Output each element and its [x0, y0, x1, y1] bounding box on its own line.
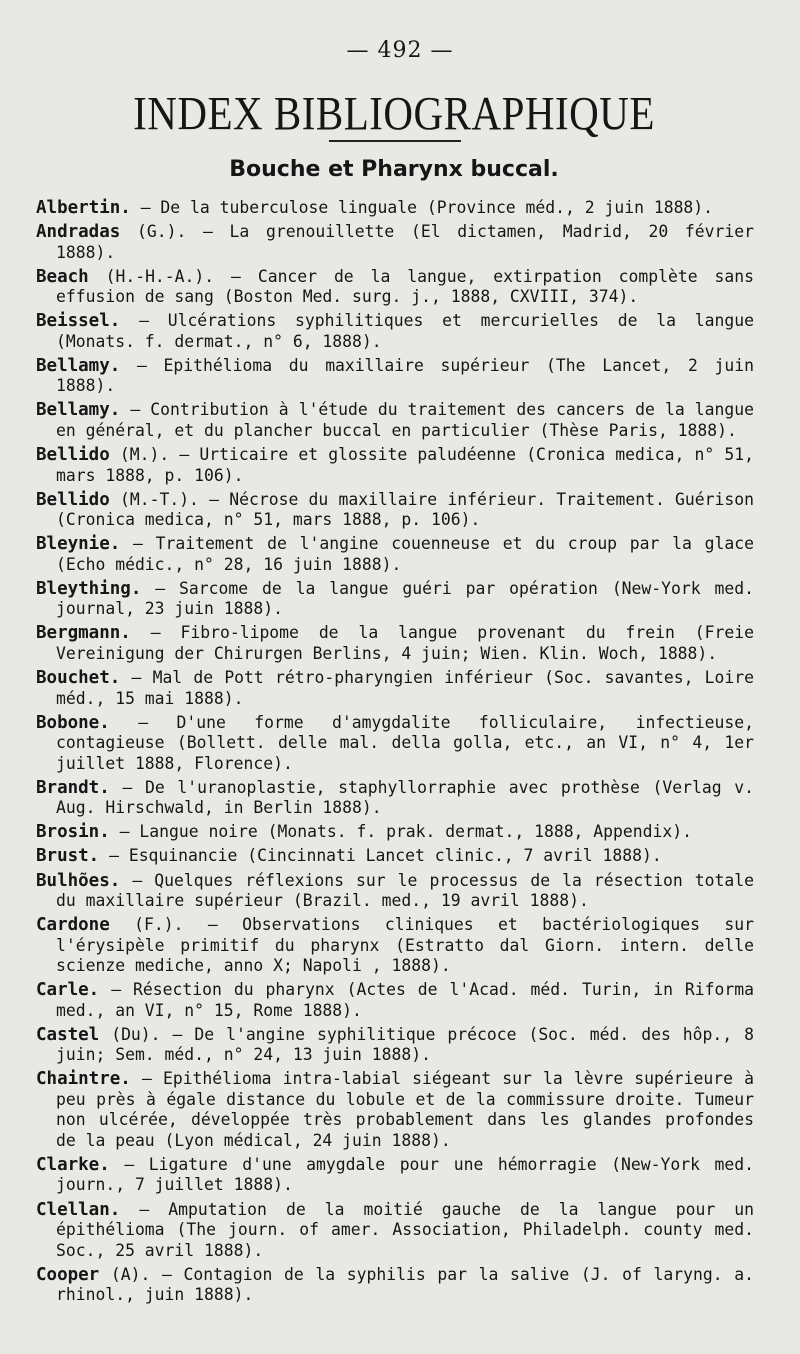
page-number: — 492 —: [346, 38, 454, 63]
bibliography-entry: [36, 778, 754, 819]
entry-text: (Du). — De l'angine syphilitique précoce (Soc. méd. des hôp., 8 juin; Sem. méd., n° 24, 13 juin 1888).: [56, 1024, 754, 1065]
bibliography-entry: [36, 915, 754, 977]
entry-text: — Ulcérations syphilitiques et mercurielles de la langue (Monats. f. dermat., n° 6, 1888).: [56, 311, 754, 351]
entry-text: (A). — Contagion de la syphilis par la salive (J. of laryng. a. rhinol., juin 1888).: [56, 1264, 754, 1305]
entry-text: — Langue noire (Monats. f. prak. dermat., 1888, Appendix).: [109, 822, 692, 842]
entry-text: (F.). — Observations cliniques et bactériologiques sur l'érysipèle primitif du pharynx (Estratto dal Giorn. intern. delle scienze mediche, anno X; Napoli , 1888).: [56, 915, 754, 976]
entry-author: Brandt.: [36, 777, 110, 798]
entry-author: Carle.: [36, 980, 100, 1001]
bibliography-entry: [36, 871, 754, 912]
entry-author: Cooper: [36, 1264, 100, 1285]
entry-author: Brust.: [36, 846, 100, 867]
entry-text: — Traitement de l'angine couenneuse et du croup par la glace (Echo médic., n° 28, 16 juin 1888).: [56, 534, 754, 574]
bibliography-entry: [36, 713, 754, 775]
bibliography-entry: [36, 356, 754, 397]
bibliography-entry: [36, 846, 754, 867]
entry-author: Bobone.: [36, 712, 110, 733]
page-title: INDEX BIBLIOGRAPHIQUE: [133, 87, 655, 141]
entry-author: Castel: [36, 1024, 100, 1045]
bibliography-entry: [36, 1265, 754, 1306]
entry-author: Clarke.: [36, 1154, 110, 1175]
entry-author: Bouchet.: [36, 668, 121, 689]
entry-text: — De la tuberculose linguale (Province méd., 2 juin 1888).: [130, 198, 714, 217]
entry-author: Bleything.: [36, 578, 142, 599]
entry-text: — Epithélioma intra-labial siégeant sur la lèvre supérieure à peu près à égale distance du lobule et de la commissure droite. Tumeur non ulcérée, développée très probablement dans les glandes profondes de la peau (Lyon médical, 24 juin 1888).: [56, 1069, 754, 1150]
entry-text: — Quelques réflexions sur le processus de la résection totale du maxillaire supérieur (Brazil. med., 19 avril 1888).: [56, 870, 754, 910]
bibliography-entry: [36, 267, 754, 308]
entry-text: — Epithélioma du maxillaire supérieur (The Lancet, 2 juin 1888).: [56, 355, 754, 396]
bibliography-entry: [36, 822, 754, 843]
entry-text: — Résection du pharynx (Actes de l'Acad. méd. Turin, in Riforma med., an VI, n° 15, Rome 1888).: [56, 980, 754, 1020]
entry-author: Clellan.: [36, 1199, 121, 1220]
entry-text: — Fibro-lipome de la langue provenant du frein (Freie Vereinigung der Chirurgen Berlins, 4 juin; Wien. Klin. Woch, 1888).: [56, 623, 754, 663]
title-divider: [329, 140, 461, 142]
bibliography-entry: [36, 1025, 754, 1066]
entry-text: — Amputation de la moitié gauche de la langue pour un épithélioma (The journ. of amer. Association, Philadelph. county med. Soc., 25 avril 1888).: [56, 1199, 754, 1260]
entry-author: Bellamy.: [36, 355, 121, 376]
entry-author: Bellamy.: [36, 400, 121, 421]
bibliography-entry: [36, 623, 754, 664]
entry-text: — Ligature d'une amygdale pour une hémorragie (New-York med. journ., 7 juillet 1888).: [56, 1154, 754, 1195]
bibliography-entry: [36, 222, 754, 263]
entry-author: Beissel.: [36, 311, 121, 332]
entry-text: (H.-H.-A.). — Cancer de la langue, extirpation complète sans effusion de sang (Boston Med. surg. j., 1888, CXVIII, 374).: [56, 266, 754, 307]
bibliography-entry: [36, 1155, 754, 1196]
entry-author: Beach: [36, 266, 89, 287]
entry-text: — De l'uranoplastie, staphyllorraphie avec prothèse (Verlag v. Aug. Hirschwald, in Berlin 1888).: [56, 777, 754, 818]
entry-text: — Mal de Pott rétro-pharyngien inférieur (Soc. savantes, Loire méd., 15 mai 1888).: [56, 668, 754, 708]
bibliography-entry: [36, 311, 754, 352]
bibliography-entry: [36, 198, 754, 219]
entry-author: Chaintre.: [36, 1069, 131, 1090]
entry-author: Bulhões.: [36, 870, 121, 891]
bibliography-entry: [36, 445, 754, 486]
entry-author: Cardone: [36, 915, 110, 936]
entry-author: Bleynie.: [36, 534, 121, 555]
bibliography-entry: [36, 980, 754, 1021]
entry-text: — Esquinancie (Cincinnati Lancet clinic., 7 avril 1888).: [99, 846, 662, 866]
bibliography-entry: [36, 400, 754, 441]
entry-text: (G.). — La grenouillette (El dictamen, Madrid, 20 février 1888).: [56, 222, 754, 262]
entry-author: Albertin.: [36, 198, 131, 218]
entry-text: — Contribution à l'étude du traitement des cancers de la langue en général, et du plancher buccal en particulier (Thèse Paris, 1888).: [56, 400, 754, 440]
bibliography-list: [36, 198, 754, 1309]
bibliography-entry: [36, 579, 754, 620]
entry-author: Bellido: [36, 445, 110, 466]
section-heading: Bouche et Pharynx buccal.: [229, 157, 559, 182]
bibliography-entry: [36, 1200, 754, 1262]
entry-text: (M.). — Urticaire et glossite paludéenne (Cronica medica, n° 51, mars 1888, p. 106).: [56, 445, 754, 485]
entry-author: Bergmann.: [36, 623, 131, 644]
entry-text: — D'une forme d'amygdalite folliculaire, infectieuse, contagieuse (Bollett. delle mal. della golla, etc., an VI, n° 4, 1er juillet 1888, Florence).: [56, 712, 754, 773]
bibliography-entry: [36, 534, 754, 575]
bibliography-entry: [36, 490, 754, 531]
entry-text: — Sarcome de la langue guéri par opération (New-York med. journal, 23 juin 1888).: [56, 578, 754, 619]
entry-author: Brosin.: [36, 822, 110, 843]
entry-author: Bellido: [36, 489, 110, 510]
bibliography-entry: [36, 668, 754, 709]
bibliography-entry: [36, 1069, 754, 1151]
entry-author: Andradas: [36, 222, 121, 243]
entry-text: (M.-T.). — Nécrose du maxillaire inférieur. Traitement. Guérison (Cronica medica, n° 51, mars 1888, p. 106).: [56, 489, 754, 530]
